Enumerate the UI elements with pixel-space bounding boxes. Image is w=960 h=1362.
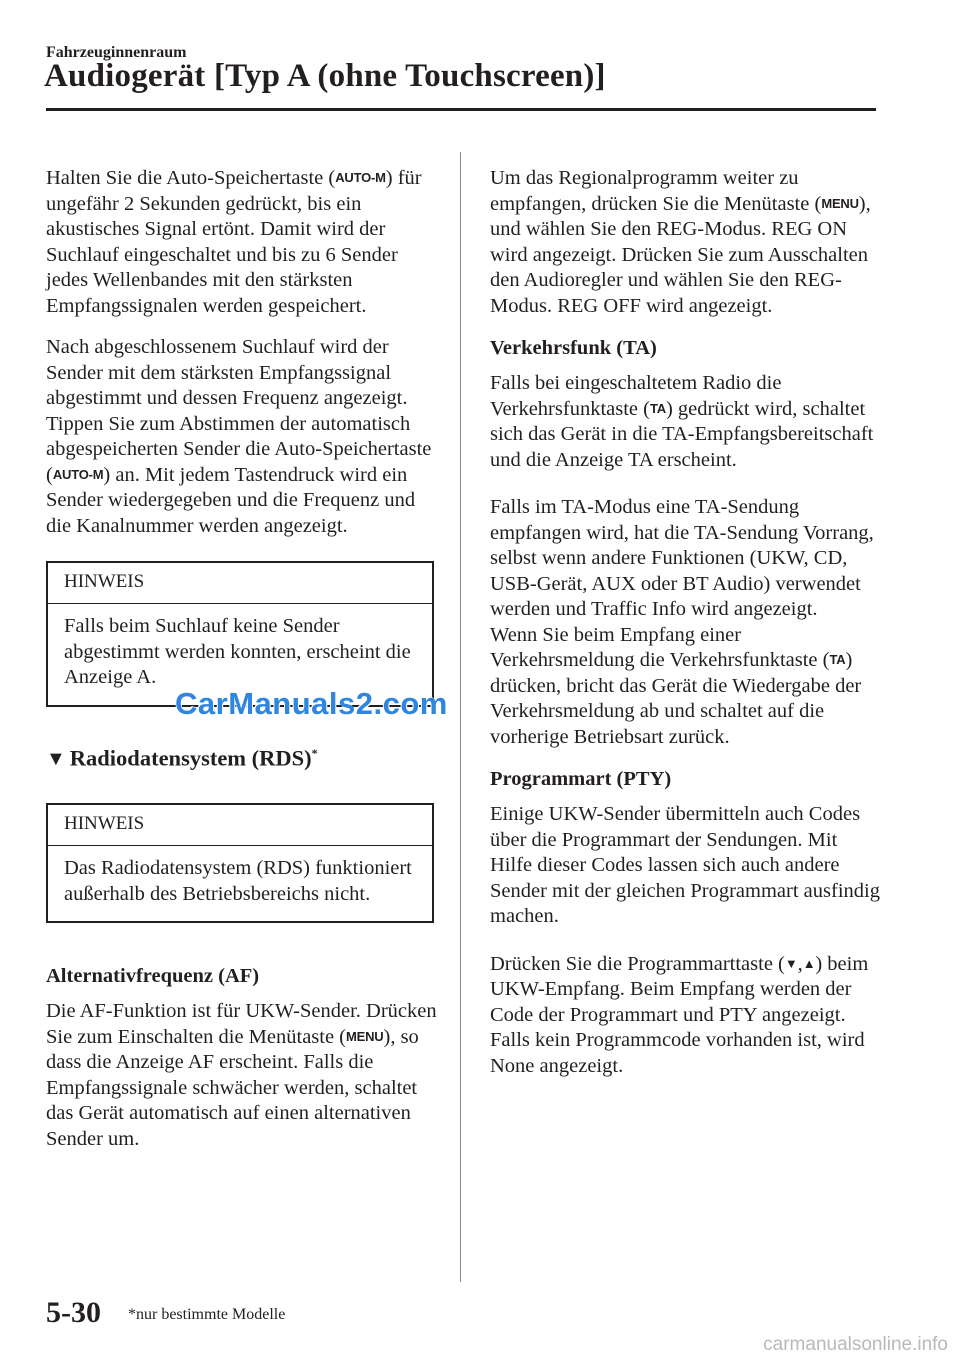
ta-heading: Verkehrsfunk (TA) — [490, 337, 657, 359]
footnote: *nur bestimmte Modelle — [128, 1306, 286, 1323]
menu-button-icon: MENU — [346, 1028, 384, 1044]
auto-store-paragraph: Halten Sie die Auto-Speichertaste (AUTO-M) für ungefähr 2 Sekunden gedrückt, bis ein akustisches Signal ertönt. Damit wird der Suchlauf eingeschaltet und bis zu 6 Sender jedes Wellenbandes mit den stärksten Empfangssignalen werden gespeichert. — [46, 167, 422, 317]
ta-paragraph: Falls bei eingeschaltetem Radio die Verkehrsfunktaste (TA) gedrückt wird, schaltet sich das Gerät in die TA-Empfangsbereitschaft und die Anzeige TA erscheint. — [490, 372, 874, 471]
ta-button-icon: TA — [829, 652, 846, 667]
section-label: Fahrzeuginnenraum — [46, 44, 187, 61]
note-box — [46, 561, 434, 707]
auto-m-button-icon: AUTO-M — [52, 466, 104, 482]
left-column — [46, 166, 438, 1168]
note-label: HINWEIS — [48, 805, 432, 846]
reg-paragraph: Um das Regionalprogramm weiter zu empfangen, drücken Sie die Menütaste (MENU), und wählen Sie den REG-Modus. REG ON wird angezeigt. Drücken Sie zum Ausschalten den Audioregler und wählen Sie den REG-Modus. REG OFF wird angezeigt. — [490, 167, 871, 317]
menu-button-icon: MENU — [821, 195, 859, 211]
note-text: Das Radiodatensystem (RDS) funktioniert außerhalb des Betriebsbereichs nicht. — [64, 857, 412, 905]
pty-button-paragraph: Drücken Sie die Programmarttaste (▼,▲) beim UKW-Empfang. Beim Empfang werden der Code der Programmart und PTY angezeigt. Falls kein Programmcode vorhanden ist, wird None angezeigt. — [490, 952, 869, 1077]
pty-heading: Programmart (PTY) — [490, 768, 672, 790]
auto-m-button-icon: AUTO-M — [335, 170, 386, 185]
note-label: HINWEIS — [48, 563, 432, 604]
pty-paragraph: Einige UKW-Sender übermitteln auch Codes über die Programmart der Sendungen. Mit Hilfe dieser Codes lassen sich auch andere Sender mit der gleichen Programmart ausfindig machen. — [490, 803, 880, 927]
watermark: CarManuals2.com — [175, 686, 448, 721]
page-number: 5-30 — [46, 1296, 101, 1329]
watermark: carmanualsonline.info — [763, 1334, 948, 1355]
down-arrow-icon: ▼ — [784, 955, 798, 971]
section-marker-icon: ▼ — [46, 748, 66, 770]
title-rule — [46, 108, 876, 111]
footnote-marker: * — [311, 745, 318, 760]
af-paragraph: Die AF-Funktion ist für UKW-Sender. Drücken Sie zum Einschalten die Menütaste (MENU), so dass die Anzeige AF erscheint. Falls die Empfangssignale schwächer werden, schaltet das Gerät automatisch auf einen alternativen Sender um. — [46, 1000, 437, 1150]
ta-button-icon: TA — [649, 400, 666, 416]
note-box — [46, 803, 434, 923]
right-column — [490, 166, 882, 1095]
up-arrow-icon: ▲ — [802, 955, 816, 971]
note-text: Falls beim Suchlauf keine Sender abgestimmt werden konnten, erscheint die Anzeige A. — [64, 615, 411, 688]
ta-mode-paragraph: Falls im TA-Modus eine TA-Sendung empfangen wird, hat die TA-Sendung Vorrang, selbst wenn andere Funktionen (UKW, CD, USB-Gerät, AUX oder BT Audio) verwendet werden und Traffic Info wird angezeigt. Wenn Sie beim Empfang einer Verkehrsmeldung die Verkehrsfunktaste (TA) drücken, bricht das Gerät die Wiedergabe der Verkehrsmeldung ab und schaltet auf die vorherige Betriebsart zurück. — [490, 496, 874, 748]
page-title: Audiogerät [Typ A (ohne Touchscreen)] — [44, 58, 606, 94]
auto-store-result-paragraph: Nach abgeschlossenem Suchlauf wird der Sender mit dem stärksten Empfangssignal abgestimmt und dessen Frequenz angezeigt. Tippen Sie zum Abstimmen der automatisch abgespeicherten Sender die Auto-Speichertaste (AUTO-M) an. Mit jedem Tastendruck wird ein Sender wiedergegeben und die Frequenz und die Kanalnummer werden angezeigt. — [46, 336, 432, 537]
column-divider — [460, 152, 461, 1282]
af-heading: Alternativfrequenz (AF) — [46, 965, 260, 987]
rds-heading: ▼ Radiodatensystem (RDS)* — [46, 745, 318, 770]
